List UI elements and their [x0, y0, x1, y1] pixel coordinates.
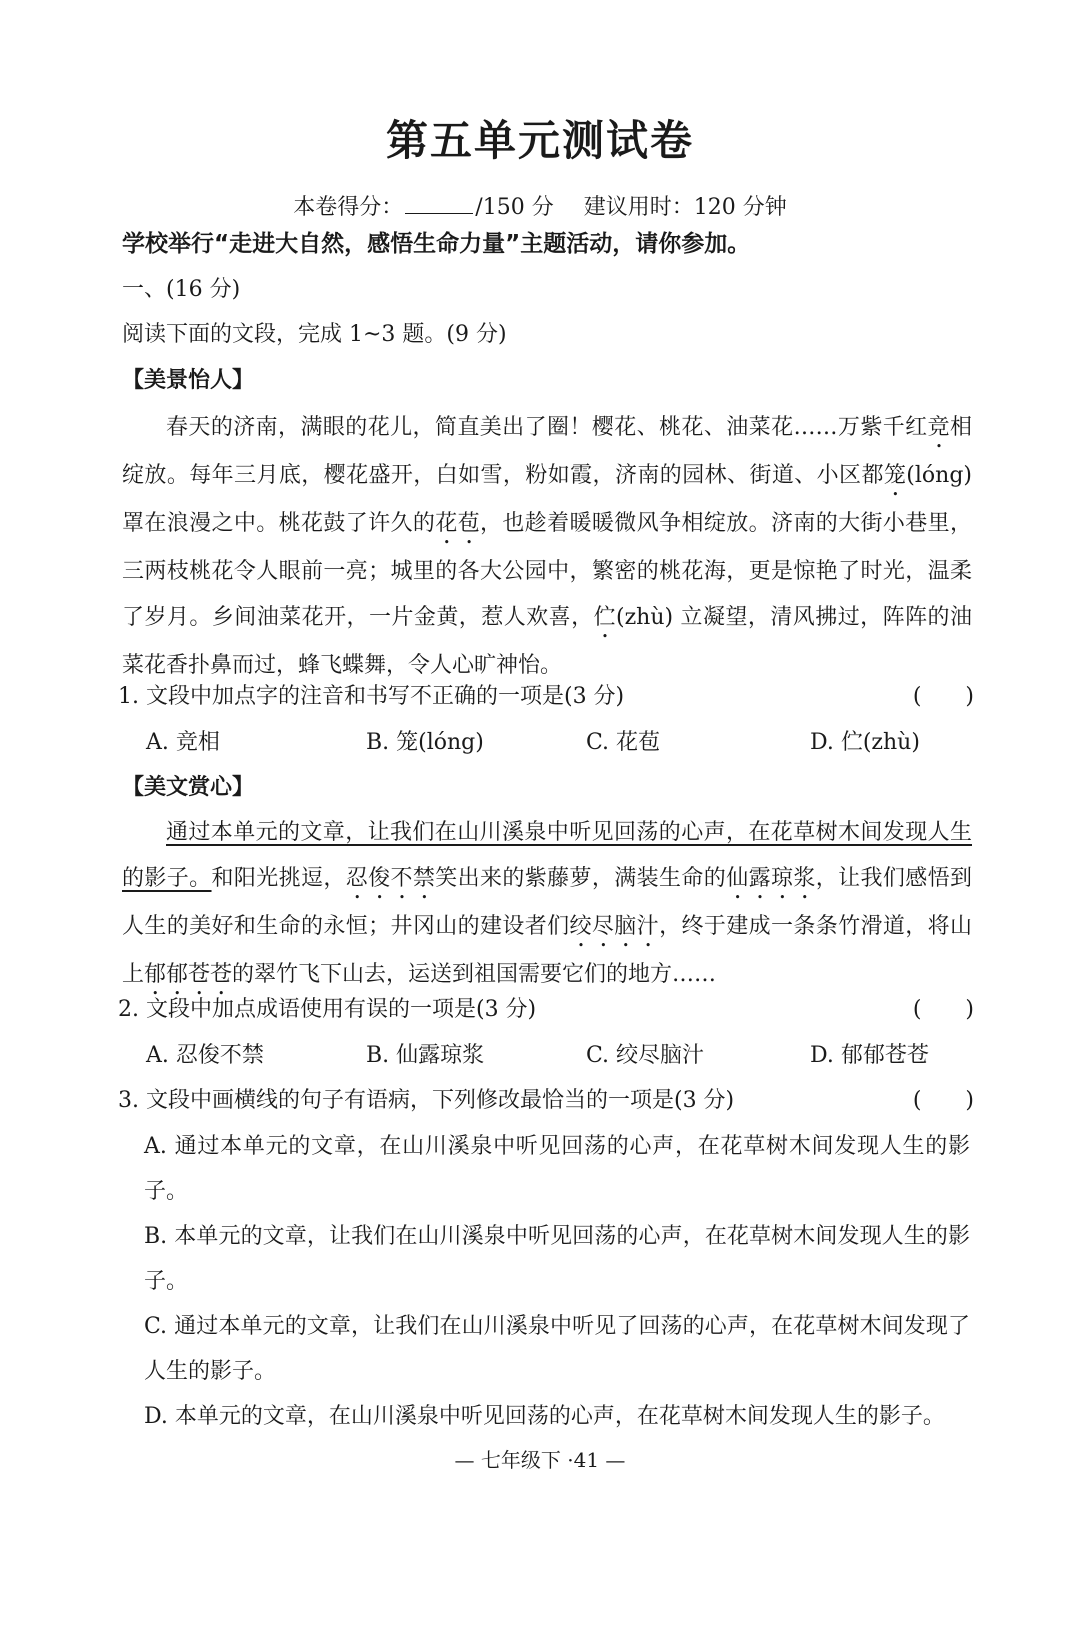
option-b[interactable]: B. 仙露琼浆	[366, 1043, 485, 1068]
question-3	[118, 1086, 974, 1116]
score-label: 本卷得分：	[293, 195, 404, 220]
score-line	[0, 190, 1080, 221]
passage1-heading: 【美景怡人】	[122, 368, 255, 393]
option-a[interactable]: A. 通过本单元的文章，在山川溪泉中听见回荡的心声，在花草树木间发现人生的影子。	[144, 1134, 970, 1204]
answer-blank[interactable]: ( )	[912, 1088, 974, 1113]
option-d[interactable]: D. 本单元的文章，在山川溪泉中听见回荡的心声，在花草树木间发现人生的影子。	[144, 1404, 945, 1429]
intro-text: 学校举行“走进大自然，感悟生命力量”主题活动，请你参加。	[122, 231, 751, 257]
dotted-idiom: 郁郁苍苍	[144, 961, 233, 987]
section-heading: 一、(16 分)	[122, 277, 241, 302]
question-stem: 2. 文段中加点成语使用有误的一项是(3 分)	[118, 997, 537, 1022]
score-blank	[405, 213, 473, 214]
option-a[interactable]: A. 忍俊不禁	[146, 1043, 264, 1068]
page-title: 第五单元测试卷	[385, 116, 694, 165]
page-footer: — 七年级下 ·41 —	[454, 1448, 626, 1472]
question-2	[118, 995, 974, 1025]
score-total: /150 分	[475, 195, 554, 220]
answer-blank[interactable]: ( )	[912, 684, 974, 709]
underlined-sentence: 通过本单元的文章，让我们在山川溪泉中听见回荡的心声，在花草树木间发现人生的影子。	[122, 820, 972, 891]
option-a[interactable]: A. 竞相	[146, 730, 220, 755]
section-instruction: 阅读下面的文段，完成 1~3 题。(9 分)	[122, 322, 507, 347]
option-d[interactable]: D. 郁郁苍苍	[810, 1043, 929, 1068]
answer-blank[interactable]: ( )	[912, 997, 974, 1022]
dotted-idiom: 绞尽脑汁	[569, 913, 660, 939]
dotted-char: 竞	[927, 415, 950, 440]
question-stem: 1. 文段中加点字的注音和书写不正确的一项是(3 分)	[118, 684, 625, 709]
dotted-idiom: 仙露琼浆	[726, 865, 816, 891]
dotted-idiom: 忍俊不禁	[345, 865, 436, 891]
passage1-text: 春天的济南，满眼的花儿，简直美出了圈！樱花、桃花、油菜花……万紫千红竞相绽放。每年三月底，樱花盛开，白如雪，粉如霞，济南的园林、街道、小区都笼(lóng) 罩在浪漫之中。桃花鼓了许久的花苞，也趁着暖暖微风争相绽放。济南的大街小巷里，三两枝桃花令人眼前一亮；城里的各大公园中，繁密的桃花海，更是惊艳了时光，温柔了岁月。乡间油菜花开，一片金黄，惹人欢喜，伫(zhù) 立凝望，清风拂过，阵阵的油菜花香扑鼻而过，蜂飞蝶舞，令人心旷神怡。	[122, 415, 972, 678]
option-c[interactable]: C. 通过本单元的文章，让我们在山川溪泉中听见了回荡的心声，在花草树木间发现了人生的影子。	[144, 1314, 970, 1384]
suggested-time: 建议用时：120 分钟	[583, 195, 787, 220]
option-d[interactable]: D. 伫(zhù)	[810, 730, 920, 755]
dotted-char: 笼	[883, 463, 907, 488]
option-c[interactable]: C. 花苞	[586, 730, 661, 755]
question-1	[118, 682, 974, 712]
option-b[interactable]: B. 本单元的文章，让我们在山川溪泉中听见回荡的心声，在花草树木间发现人生的影子。	[144, 1224, 970, 1294]
question-stem: 3. 文段中画横线的句子有语病，下列修改最恰当的一项是(3 分)	[118, 1088, 735, 1113]
dotted-char: 伫	[593, 604, 616, 630]
passage2-heading: 【美文赏心】	[122, 775, 255, 800]
option-b[interactable]: B. 笼(lóng)	[366, 730, 484, 755]
passage2-text: 通过本单元的文章，让我们在山川溪泉中听见回荡的心声，在花草树木间发现人生的影子。和阳光挑逗，忍俊不禁笑出来的紫藤萝，满装生命的仙露琼浆，让我们感悟到人生的美好和生命的永恒；井冈山的建设者们绞尽脑汁，终于建成一条条竹滑道，将山上郁郁苍苍的翠竹飞下山去，运送到祖国需要它们的地方……	[122, 820, 972, 987]
dotted-char: 花苞	[435, 511, 481, 536]
option-c[interactable]: C. 绞尽脑汁	[586, 1043, 705, 1068]
